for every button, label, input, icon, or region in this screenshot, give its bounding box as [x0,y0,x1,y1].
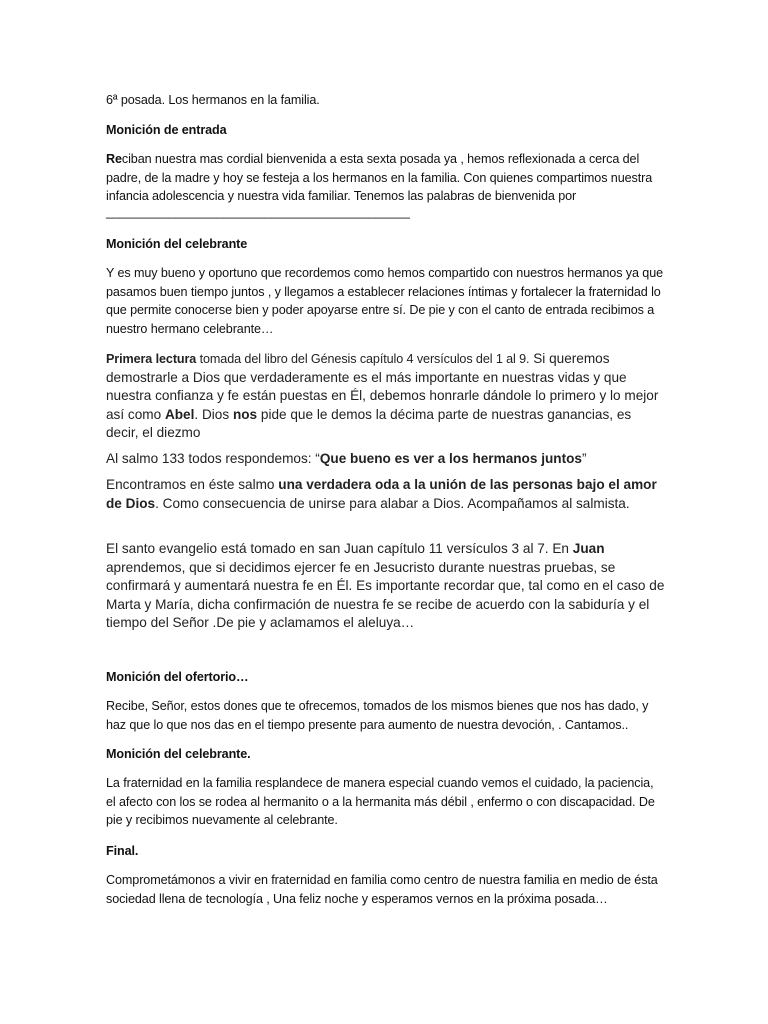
paragraph-evangelio: El santo evangelio está tomado en san Juan capítulo 11 versículos 3 al 7. En Juan aprendemos, que si decidimos ejercer fe en Jesucristo durante nuestras pruebas, se confirmará y aumentará nuestra fe en Él. Es importante recordar que, tal como en el caso de Marta y María, dicha confirmación de nuestra fe se recibe de acuerdo con la sabiduría y el tiempo del Señor .De pie y aclamamos el aleluya… [106,541,665,631]
paragraph-monicion-entrada: Reciban nuestra mas cordial bienvenida a esta sexta posada ya , hemos reflexionada a cerca del padre, de la madre y hoy se festeja a los hermanos en la familia. Con quienes compartimos nuestra infancia adolescencia y nuestra vida familiar. Tenemos las palabras de bienvenida por [106,152,653,203]
paragraph-celebrante-2: La fraternidad en la familia resplandece de manera especial cuando vemos el cuidado, la paciencia, el afecto con los se rodea al hermanito o a la hermanita más débil , enfermo o con discapacidad. De pie y recibimos nuevamente al celebrante. [106,776,655,827]
heading-final: Final. [106,844,139,858]
heading-monicion-celebrante-2: Monición del celebrante. [106,747,251,761]
paragraph-final: Comprometámonos a vivir en fraternidad en familia como centro de nuestra familia en medio de ésta sociedad llena de tecnología , Una feliz noche y esperamos vernos en la próxima posada… [106,873,658,906]
heading-monicion-entrada: Monición de entrada [106,123,227,137]
paragraph-monicion-celebrante: Y es muy bueno y oportuno que recordemos como hemos compartido con nuestros hermanos ya que pasamos buen tiempo juntos , y llegamos a establecer relaciones íntimas y fortalecer la fraternidad lo que permite conocerse bien y poder apoyarse entre sí. De pie y con el canto de entrada recibimos a nuestro hermano celebrante… [106,266,664,336]
heading-monicion-celebrante: Monición del celebrante [106,237,248,251]
blank-line: ____________________________________________ [106,205,410,219]
heading-monicion-ofertorio: Monición del ofertorio… [106,670,249,684]
paragraph-salmo: Al salmo 133 todos respondemos: “Que bueno es ver a los hermanos juntos” [106,451,587,466]
paragraph-oda: Encontramos en éste salmo una verdadera oda a la unión de las personas bajo el amor de Dios. Como consecuencia de unirse para alabar a Dios. Acompañamos al salmista. [106,477,657,511]
paragraph-primera-lectura: Primera lectura tomada del libro del Génesis capítulo 4 versículos del 1 al 9. Si queremos demostrarle a Dios que verdaderamente es el más importante en nuestras vidas y que nuestra confianza y fe están puestas en Él, debemos honrarle dándole lo primero y lo mejor así como Abel. Dios nos pide que le demos la décima parte de nuestras ganancias, es decir, el diezmo [106,351,659,441]
paragraph-ofertorio: Recibe, Señor, estos dones que te ofrecemos, tomados de los mismos bienes que nos has dado, y haz que lo que nos das en el tiempo presente para aumento de nuestra devoción, . Cantamos.. [106,699,649,732]
document-title: 6ª posada. Los hermanos en la familia. [106,93,320,107]
